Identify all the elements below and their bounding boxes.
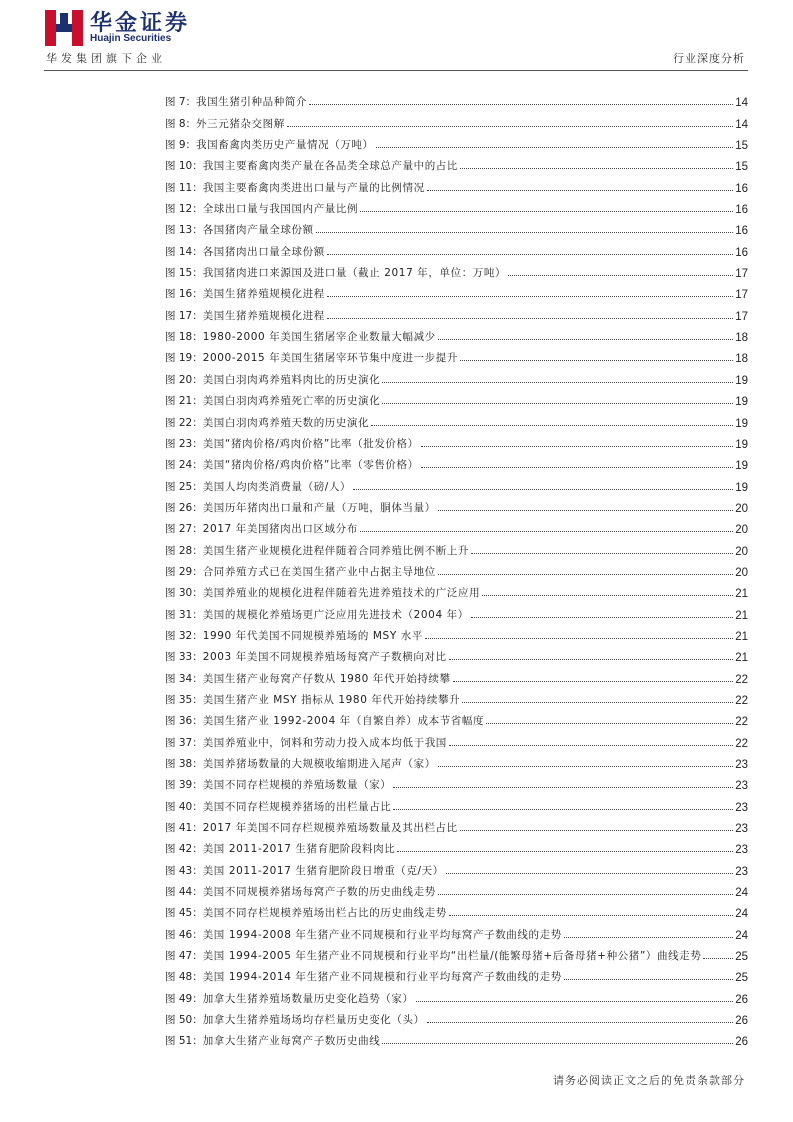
figure-number: 图 28 [165,544,193,557]
figure-index-entry[interactable] [165,152,748,173]
dot-leader [393,787,733,788]
figure-index-entry[interactable] [165,280,748,301]
page-number: 24 [735,929,748,942]
figure-number: 图 17 [165,309,193,322]
figure-index-entry[interactable] [165,430,748,451]
figure-index-entry[interactable] [165,237,748,258]
figure-number: 图 14 [165,245,193,258]
figure-number-separator: ： [185,117,197,130]
figure-index-entry[interactable] [165,622,748,643]
figure-number: 图 22 [165,416,193,429]
figure-number-separator: ： [192,950,203,963]
figure-index-entry[interactable] [165,195,748,216]
figure-index-entry[interactable] [165,920,748,941]
figure-number-separator: ： [192,480,203,493]
figure-number: 图 50 [165,1014,193,1027]
dot-leader [427,1022,734,1023]
page-number: 20 [735,566,748,579]
huajin-logo-icon [44,9,84,47]
figure-title: 美国不同存栏规模养殖场出栏占比的历史曲线走势 [202,907,447,920]
figure-title: 美国白羽肉鸡养殖死亡率的历史演化 [202,395,381,408]
dot-leader [371,425,733,426]
figure-number: 图 37 [165,736,193,749]
figure-number: 图 34 [165,672,193,685]
figure-index-list [165,88,748,1048]
header-divider [44,70,748,71]
figure-number: 图 16 [165,288,193,301]
dot-leader [453,681,734,682]
dot-leader [425,638,733,639]
figure-title: 2003 年美国不同规模养殖场每窝产子数横向对比 [202,651,447,664]
figure-number: 图 36 [165,715,193,728]
page-number: 20 [735,502,748,515]
figure-number-separator: ： [192,779,203,792]
page-number: 16 [735,246,748,259]
page-number: 26 [735,993,748,1006]
figure-number: 图 45 [165,907,193,920]
figure-number: 图 27 [165,523,193,536]
figure-number-separator: ： [192,267,203,280]
group-tagline: 华发集团旗下企业 [46,52,166,65]
figure-number-separator: ： [192,1014,203,1027]
figure-number: 图 18 [165,331,193,344]
page-number: 16 [735,225,748,238]
figure-number-separator: ： [192,928,203,941]
brand-name-cn: 华金证券 [90,11,191,36]
figure-number-separator: ： [192,331,203,344]
figure-number: 图 44 [165,886,193,899]
figure-number-separator: ： [185,139,197,152]
figure-title: 美国生猪养殖规模化进程 [202,309,325,322]
figure-index-entry[interactable] [165,579,748,600]
dot-leader [421,467,733,468]
figure-title: 合同养殖方式已在美国生猪产业中占据主导地位 [202,565,436,578]
page-number: 23 [735,844,748,857]
dot-leader [438,766,733,767]
page-number: 17 [735,310,748,323]
figure-number-separator: ： [192,437,203,450]
page-number: 21 [735,609,748,622]
figure-number-separator: ： [192,693,203,706]
figure-title: 美国生猪产业规模化进程伴随着合同养殖比例不断上升 [202,544,470,557]
figure-title: 美国养殖业中，饲料和劳动力投入成本均低于我国 [202,736,447,749]
figure-number-separator: ： [192,651,203,664]
figure-index-entry[interactable] [165,301,748,322]
figure-number-separator: ： [192,544,203,557]
figure-number: 图 19 [165,352,193,365]
figure-number-separator: ： [192,587,203,600]
dot-leader [446,873,733,874]
figure-number: 图 42 [165,843,193,856]
dot-leader [703,958,733,959]
page-number: 22 [735,716,748,729]
dot-leader [438,510,733,511]
figure-number-separator: ： [192,523,203,536]
figure-number-separator: ： [192,992,203,1005]
report-type: 行业深度分析 [673,52,745,65]
figure-title: 美国“猪肉价格/鸡肉价格”比率（零售价格） [202,459,419,472]
figure-title: 外三元猪杂交图解 [196,117,285,130]
figure-number-separator: ： [192,245,203,258]
dot-leader [482,595,733,596]
figure-index-entry[interactable] [165,664,748,685]
figure-number-separator: ： [192,736,203,749]
page-number: 20 [735,545,748,558]
figure-number: 图 49 [165,992,193,1005]
figure-number-separator: ： [192,608,203,621]
dot-leader [287,126,733,127]
dot-leader [416,1001,734,1002]
figure-title: 美国“猪肉价格/鸡肉价格”比率（批发价格） [202,437,419,450]
dot-leader [449,745,733,746]
dot-leader [327,318,733,319]
figure-title: 2017 年美国不同存栏规模养殖场数量及其出栏占比 [202,822,458,835]
figure-number: 图 23 [165,437,193,450]
figure-number: 图 31 [165,608,193,621]
page-number: 19 [735,438,748,451]
figure-title: 美国生猪产业 MSY 指标从 1980 年代开始持续攀升 [202,693,461,706]
figure-index-entry[interactable] [165,963,748,984]
figure-number-separator: ： [192,843,203,856]
page-number: 23 [735,801,748,814]
figure-number-separator: ： [192,352,203,365]
figure-title: 加拿大生猪产业每窝产子数历史曲线 [202,1035,381,1048]
figure-number: 图 9 [165,139,186,152]
page-number: 21 [735,652,748,665]
figure-title: 美国生猪养殖规模化进程 [202,288,325,301]
figure-number: 图 51 [165,1035,193,1048]
figure-number-separator: ： [185,96,197,109]
dot-leader [327,296,733,297]
page-number: 16 [735,204,748,217]
figure-number-separator: ： [192,203,203,216]
figure-number: 图 25 [165,480,193,493]
figure-number: 图 48 [165,971,193,984]
figure-number-separator: ： [192,416,203,429]
figure-title: 美国白羽肉鸡养殖料肉比的历史演化 [202,373,381,386]
figure-index-entry[interactable] [165,88,748,109]
figure-index-entry[interactable] [165,643,748,664]
figure-title: 美国不同存栏规模养猪场的出栏量占比 [202,800,392,813]
dot-leader [460,168,733,169]
page-number: 23 [735,780,748,793]
figure-number-separator: ： [192,715,203,728]
page-number: 15 [735,140,748,153]
page-number: 16 [735,182,748,195]
figure-number: 图 39 [165,779,193,792]
figure-number: 图 46 [165,928,193,941]
figure-index-entry[interactable] [165,707,748,728]
figure-number: 图 43 [165,864,193,877]
figure-index-entry[interactable] [165,515,748,536]
figure-number: 图 29 [165,565,193,578]
figure-index-entry[interactable] [165,878,748,899]
figure-title: 1980-2000 年美国生猪屠宰企业数量大幅减少 [202,331,436,344]
page-number: 26 [735,1036,748,1049]
dot-leader [471,553,733,554]
dot-leader [438,574,733,575]
figure-index-entry[interactable] [165,344,748,365]
dot-leader [397,851,733,852]
disclaimer-note: 请务必阅读正文之后的免责条款部分 [553,1074,745,1087]
page-number: 22 [735,673,748,686]
figure-number-separator: ： [192,288,203,301]
dot-leader [460,830,733,831]
figure-title: 加拿大生猪养殖场数量历史变化趋势（家） [202,992,414,1005]
page-number: 19 [735,417,748,430]
figure-title: 美国养猪场数量的大规模收缩期进入尾声（家） [202,758,436,770]
figure-number: 图 15 [165,267,193,280]
dot-leader [449,659,734,660]
dot-leader [353,489,733,490]
figure-index-entry[interactable] [165,387,748,408]
figure-index-entry[interactable] [165,536,748,557]
figure-index-entry[interactable] [165,728,748,749]
figure-index-entry[interactable] [165,600,748,621]
dot-leader [438,339,733,340]
dot-leader [316,232,734,233]
figure-index-entry[interactable] [165,942,748,963]
figure-index-entry[interactable] [165,451,748,472]
page-number: 23 [735,759,748,771]
figure-index-entry[interactable] [165,686,748,707]
figure-title: 美国不同存栏规模的养殖场数量（家） [202,779,392,792]
figure-number: 图 21 [165,395,193,408]
figure-number-separator: ： [192,395,203,408]
figure-index-entry[interactable] [165,131,748,152]
figure-title: 全球出口量与我国国内产量比例 [202,203,359,216]
figure-title: 我国生猪引种品种简介 [196,96,308,109]
figure-title: 美国 1994-2005 年生猪产业不同规模和行业平均“出栏量/(能繁母猪+后备母猪+种公猪”）曲线走势 [202,950,702,963]
figure-number-separator: ： [192,907,203,920]
figure-index-entry[interactable] [165,173,748,194]
page-number: 17 [735,268,748,281]
figure-title: 美国人均肉类消费量（磅/人） [202,480,352,493]
figure-index-entry[interactable] [165,408,748,429]
figure-index-entry[interactable] [165,558,748,579]
figure-index-entry[interactable] [165,365,748,386]
dot-leader [508,275,733,276]
figure-title: 我国猪肉进口来源国及进口量（截止 2017 年，单位：万吨） [202,267,507,280]
figure-number: 图 30 [165,587,193,600]
figure-title: 我国主要畜禽肉类进出口量与产量的比例情况 [202,181,425,194]
page-number: 18 [735,353,748,366]
figure-index-entry[interactable] [165,792,748,813]
dot-leader [460,360,733,361]
page-number: 25 [735,951,748,964]
figure-number-separator: ： [192,864,203,877]
figure-number-separator: ： [192,501,203,514]
figure-number-separator: ： [192,565,203,578]
figure-number: 图 38 [165,758,193,770]
figure-number-separator: ： [192,758,203,770]
dot-leader [421,446,733,447]
figure-title: 美国历年猪肉出口量和产量（万吨，胴体当量） [202,501,436,514]
figure-index-entry[interactable] [165,216,748,237]
dot-leader [564,979,733,980]
figure-title: 1990 年代美国不同规模养殖场的 MSY 水平 [202,629,423,642]
dot-leader [449,915,733,916]
figure-number-separator: ： [192,309,203,322]
figure-number-separator: ： [192,160,203,173]
page-number: 14 [735,118,748,131]
page-number: 22 [735,737,748,750]
figure-number: 图 20 [165,373,193,386]
page-number: 17 [735,289,748,302]
dot-leader [309,104,733,105]
dot-leader [427,190,734,191]
page-number: 26 [735,1015,748,1028]
figure-number-separator: ： [192,672,203,685]
figure-number: 图 33 [165,651,193,664]
page-number: 24 [735,908,748,921]
figure-title: 美国的规模化养殖场更广泛应用先进技术（2004 年） [202,608,469,621]
dot-leader [462,702,733,703]
page-number: 24 [735,887,748,900]
page-number: 19 [735,460,748,473]
figure-index-entry[interactable] [165,984,748,1005]
dot-leader [486,723,733,724]
page-number: 21 [735,630,748,643]
dot-leader [382,1043,733,1044]
dot-leader [382,403,733,404]
figure-number: 图 47 [165,950,193,963]
page-number: 19 [735,396,748,409]
figure-title: 我国畜禽肉类历史产量情况（万吨） [196,139,374,152]
figure-number-separator: ： [192,886,203,899]
figure-title: 美国生猪产业每窝产仔数从 1980 年代开始持续攀 [202,672,451,685]
figure-number-separator: ： [192,971,203,984]
dot-leader [376,147,734,148]
page-number: 14 [735,97,748,110]
figure-number-separator: ： [192,800,203,813]
figure-index-entry[interactable] [165,814,748,835]
figure-number: 图 10 [165,160,193,173]
figure-number: 图 11 [165,181,193,194]
figure-number: 图 12 [165,203,193,216]
figure-title: 我国主要畜禽肉类产量在各品类全球总产量中的占比 [202,160,459,173]
figure-number-separator: ： [192,373,203,386]
dot-leader [471,617,733,618]
figure-title: 加拿大生猪养殖场场均存栏量历史变化（头） [202,1014,425,1027]
dot-leader [327,254,733,255]
figure-number: 图 8 [165,117,186,130]
figure-index-entry[interactable] [165,472,748,493]
figure-number: 图 40 [165,800,193,813]
dot-leader [360,211,733,212]
page-number: 15 [735,161,748,174]
page-number: 18 [735,332,748,345]
figure-number: 图 26 [165,501,193,514]
page-number: 20 [735,524,748,537]
figure-number: 图 7 [165,96,186,109]
figure-index-entry[interactable] [165,494,748,515]
figure-number: 图 41 [165,822,193,835]
page-number: 22 [735,694,748,707]
figure-index-entry[interactable] [165,1027,748,1048]
figure-index-entry[interactable] [165,323,748,344]
figure-title: 2000-2015 年美国生猪屠宰环节集中度进一步提升 [202,352,458,365]
figure-title: 2017 年美国猪肉出口区域分布 [202,523,358,536]
figure-number-separator: ： [192,822,203,835]
figure-number: 图 35 [165,693,193,706]
page-number: 19 [735,374,748,387]
figure-number-separator: ： [192,629,203,642]
page-number: 23 [735,823,748,836]
page-header [0,0,793,80]
dot-leader [360,531,733,532]
figure-title: 各国猪肉出口量全球份额 [202,245,325,258]
dot-leader [382,382,733,383]
figure-index-entry[interactable] [165,899,748,920]
brand-name-en: Huajin Securities [90,33,172,44]
dot-leader [564,937,733,938]
figure-title: 美国白羽肉鸡养殖天数的历史演化 [202,416,370,429]
figure-title: 美国 1994-2008 年生猪产业不同规模和行业平均每窝产子数曲线的走势 [202,928,562,941]
figure-number: 图 13 [165,224,193,237]
figure-number: 图 32 [165,629,193,642]
page-number: 25 [735,972,748,985]
page-number: 19 [735,481,748,494]
figure-index-entry[interactable] [165,259,748,280]
figure-title: 美国 2011-2017 生猪育肥阶段料肉比 [202,843,396,856]
figure-index-entry[interactable] [165,750,748,771]
figure-title: 美国 1994-2014 年生猪产业不同规模和行业平均每窝产子数曲线的走势 [202,971,562,984]
figure-index-entry[interactable] [165,1006,748,1027]
figure-number-separator: ： [192,1035,203,1048]
figure-number-separator: ： [192,224,203,237]
figure-number-separator: ： [192,181,203,194]
figure-number-separator: ： [192,459,203,472]
figure-index-entry[interactable] [165,771,748,792]
figure-number: 图 24 [165,459,193,472]
page-number: 21 [735,588,748,601]
figure-title: 美国生猪产业 1992-2004 年（自繁自养）成本节省幅度 [202,715,485,728]
dot-leader [438,894,733,895]
figure-index-entry[interactable] [165,856,748,877]
page-number: 23 [735,865,748,878]
dot-leader [393,809,733,810]
figure-index-entry[interactable] [165,109,748,130]
figure-title: 美国养殖业的规模化进程伴随着先进养殖技术的广泛应用 [202,587,481,600]
figure-index-entry[interactable] [165,835,748,856]
figure-title: 各国猪肉产量全球份额 [202,224,314,237]
figure-title: 美国不同规模养猪场每窝产子数的历史曲线走势 [202,886,436,899]
figure-title: 美国 2011-2017 生猪育肥阶段日增重（克/天） [202,864,444,877]
